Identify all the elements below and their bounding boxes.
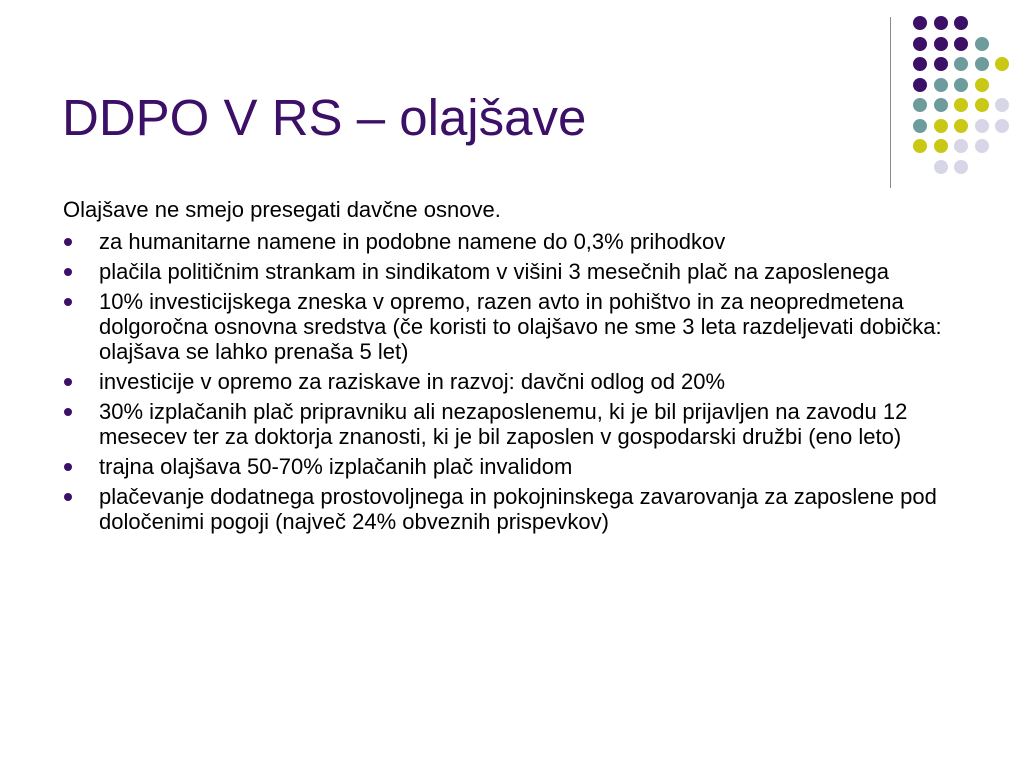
- decorative-dot-yellow: [975, 78, 989, 92]
- decorative-dot-teal: [934, 78, 948, 92]
- decorative-dot-lavender: [934, 160, 948, 174]
- decorative-dot-lavender: [975, 119, 989, 133]
- list-item-text: 30% izplačanih plač pripravniku ali nezaposlenemu, ki je bil prijavljen na zavodu 12 mesecev ter za doktorja znanosti, ki je bil zaposlen v gospodarski družbi (eno leto): [99, 399, 908, 449]
- decorative-dot-teal: [975, 57, 989, 71]
- decorative-dot-purple: [913, 57, 927, 71]
- list-item: [63, 399, 963, 449]
- list-item: [63, 369, 963, 394]
- decorative-dot-yellow: [995, 57, 1009, 71]
- decorative-dot-yellow: [975, 98, 989, 112]
- bullet-dot-icon: [64, 493, 72, 501]
- list-item: [63, 289, 963, 364]
- bullet-dot-icon: [64, 298, 72, 306]
- list-item-text: investicije v opremo za raziskave in razvoj: davčni odlog od 20%: [99, 369, 726, 394]
- decorative-dot-purple: [913, 16, 927, 30]
- decorative-dot-lavender: [975, 139, 989, 153]
- list-item: [63, 229, 963, 254]
- bullet-dot-icon: [64, 238, 72, 246]
- bullet-dot-icon: [64, 408, 72, 416]
- list-item: [63, 454, 963, 479]
- decorative-dot-teal: [913, 119, 927, 133]
- decorative-dot-purple: [934, 57, 948, 71]
- decorative-dot-teal: [954, 57, 968, 71]
- list-item-text: plačila političnim strankam in sindikatom v višini 3 mesečnih plač na zaposlenega: [99, 259, 889, 284]
- list-item-text: plačevanje dodatnega prostovoljnega in pokojninskega zavarovanja za zaposlene pod določenimi pogoji (največ 24% obveznih prispevkov): [99, 484, 937, 534]
- decorative-dot-purple: [934, 37, 948, 51]
- decorative-dot-yellow: [954, 98, 968, 112]
- decorative-dot-lavender: [995, 119, 1009, 133]
- decorative-dot-yellow: [954, 119, 968, 133]
- decorative-dot-teal: [975, 37, 989, 51]
- decorative-dot-lavender: [954, 160, 968, 174]
- vertical-divider: [890, 17, 891, 188]
- list-item: [63, 259, 963, 284]
- list-item-text: 10% investicijskega zneska v opremo, razen avto in pohištvo in za neopredmetena dolgoročna osnovna sredstva (če koristi to olajšavo ne sme 3 leta razdeljevati dobička: olajšava se lahko prenaša 5 let): [99, 289, 942, 364]
- decorative-dot-teal: [954, 78, 968, 92]
- decorative-dot-lavender: [995, 98, 1009, 112]
- decorative-dot-purple: [913, 37, 927, 51]
- list-item-text: za humanitarne namene in podobne namene do 0,3% prihodkov: [99, 229, 726, 254]
- bullet-dot-icon: [64, 268, 72, 276]
- list-item: [63, 484, 963, 534]
- decorative-dot-yellow: [934, 139, 948, 153]
- decorative-dot-purple: [934, 16, 948, 30]
- bullet-list: [63, 229, 963, 539]
- bullet-dot-icon: [64, 378, 72, 386]
- decorative-dot-purple: [954, 16, 968, 30]
- decorative-dot-yellow: [913, 139, 927, 153]
- decorative-dot-purple: [913, 78, 927, 92]
- slide-title: DDPO V RS – olajšave: [62, 89, 587, 146]
- decorative-dot-lavender: [954, 139, 968, 153]
- decorative-dot-yellow: [934, 119, 948, 133]
- intro-text: Olajšave ne smejo presegati davčne osnove.: [63, 197, 501, 222]
- decorative-dot-teal: [913, 98, 927, 112]
- decorative-dot-teal: [934, 98, 948, 112]
- list-item-text: trajna olajšava 50-70% izplačanih plač invalidom: [99, 454, 573, 479]
- bullet-dot-icon: [64, 463, 72, 471]
- decorative-dot-purple: [954, 37, 968, 51]
